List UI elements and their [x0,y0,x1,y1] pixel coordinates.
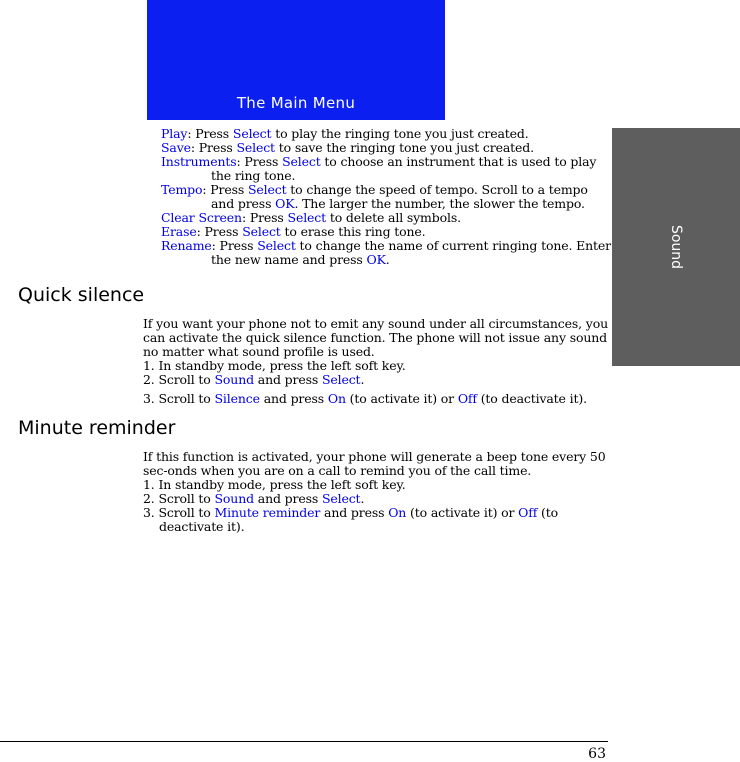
step-text: 2. Scroll to [143,372,215,387]
menu-option-entry [161,155,611,183]
entry-text: to change the name of current ringing tone. Enter the new name and press [211,238,611,267]
main-menu-banner [147,0,445,120]
menu-option-entry [161,239,611,267]
minute-reminder-step-3 [143,506,608,534]
keyword-on: On [327,391,346,406]
entry-text: : Press [241,210,288,225]
step-text: and press [259,391,328,406]
keyword-silence: Silence [214,391,260,406]
minute-reminder-step-1: 1. In standby mode, press the left soft key. [143,477,406,492]
entry-text: : Press [187,126,233,141]
keyword-off: Off [518,505,538,520]
entry-text: to erase this ring tone. [280,224,426,239]
step-text: and press [253,491,322,506]
quick-silence-step-2 [143,373,608,387]
step-text: (to deactivate it). [476,391,587,406]
entry-text: : Press [196,224,243,239]
banner-title: The Main Menu [236,94,356,112]
option-term: Clear Screen [161,210,242,225]
step-text: and press [320,505,389,520]
option-term: Rename [161,238,212,253]
keyword: Select [287,210,327,225]
keyword: Select [247,182,287,197]
entry-text: : Press [190,140,237,155]
keyword-on: On [388,505,407,520]
keyword-minute-reminder: Minute reminder [214,505,321,520]
page-number: 63 [588,746,606,762]
keyword: OK [366,252,386,267]
section-tab-sound [612,128,740,366]
keyword: Select [242,224,281,239]
keyword: Select [282,154,321,169]
option-term: Play [161,126,188,141]
menu-option-entry [161,183,611,211]
entry-text: to change the speed of tempo. Scroll to a tempo and press [211,182,588,211]
step-text: 3. Scroll to [143,505,215,520]
minute-reminder-step-2 [143,492,608,506]
step-text: . [360,372,365,387]
keyword-sound: Sound [214,372,254,387]
entry-text: : Press [236,154,283,169]
option-term: Instruments [161,154,237,169]
menu-option-list [161,127,611,267]
entry-text: to choose an instrument that is used to play the ring tone. [211,154,597,183]
entry-text: . [385,252,390,267]
entry-text: : Press [211,238,258,253]
minute-reminder-intro: If this function is activated, your phone will generate a beep tone every 50 sec-onds when you are on a call to remind you of the call time. [143,449,606,478]
entry-text: . The larger the number, the slower the tempo. [294,196,585,211]
entry-text: to play the ringing tone you just created. [271,126,529,141]
quick-silence-section [143,317,608,406]
keyword-select: Select [321,372,361,387]
section-tab-label: Sound [668,224,684,270]
quick-silence-intro: If you want your phone not to emit any sound under all circumstances, you can activate the quick silence function. The phone will not issue any sound no matter what sound profile is used. [143,316,608,359]
menu-option-entry [161,141,611,155]
step-text: and press [253,372,322,387]
quick-silence-heading: Quick silence [18,284,145,306]
menu-option-entry [161,127,611,141]
option-term: Erase [161,224,197,239]
keyword-select: Select [321,491,361,506]
footer-rule [0,741,608,742]
keyword-off: Off [457,391,477,406]
keyword: Select [236,140,275,155]
minute-reminder-heading: Minute reminder [18,417,176,439]
step-text: (to activate it) or [345,391,458,406]
step-text: 3. Scroll to [143,391,215,406]
step-text: 2. Scroll to [143,491,215,506]
option-term: Save [161,140,191,155]
quick-silence-step-3 [143,392,608,406]
menu-option-entry [161,225,611,239]
quick-silence-step-1: 1. In standby mode, press the left soft key. [143,358,406,373]
step-text: . [360,491,365,506]
keyword: Select [232,126,272,141]
entry-text: to save the ringing tone you just created. [274,140,534,155]
step-text: (to activate it) or [406,505,519,520]
keyword: OK [275,196,295,211]
option-term: Tempo [161,182,203,197]
keyword-sound: Sound [214,491,254,506]
entry-text: to delete all symbols. [326,210,461,225]
menu-option-entry [161,211,611,225]
step-text: (to deactivate it). [159,505,559,534]
keyword: Select [257,238,296,253]
minute-reminder-section [143,450,608,534]
entry-text: : Press [202,182,248,197]
